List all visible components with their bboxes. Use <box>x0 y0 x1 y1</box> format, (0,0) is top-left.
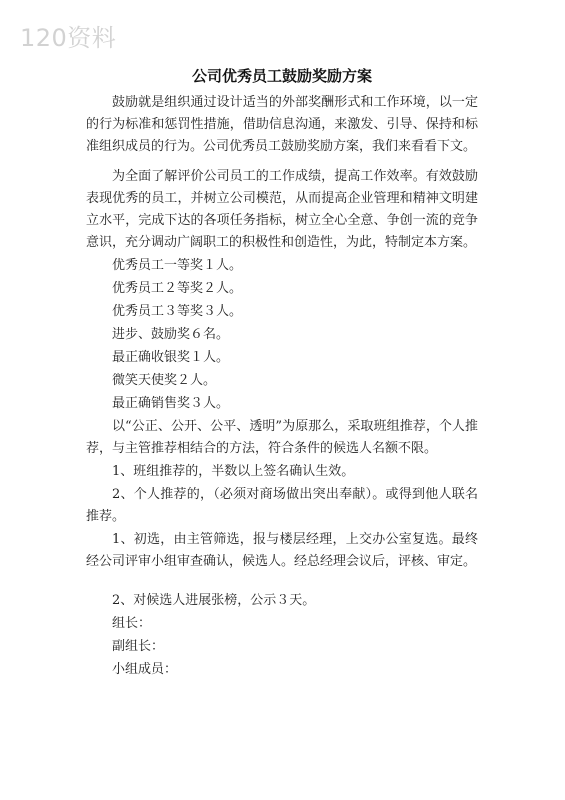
award-item: 优秀员工一等奖１人。 <box>112 258 243 273</box>
award-item: 最正确销售奖３人。 <box>112 396 230 411</box>
team-leader-label: 组长： <box>112 616 152 631</box>
award-item: 优秀员工２等奖２人。 <box>112 281 243 296</box>
award-item: 优秀员工３等奖３人。 <box>112 304 243 319</box>
team-members-label: 小组成员： <box>112 662 178 677</box>
paragraph-preliminary-selection: 1、初选，由主管筛选，报与楼层经理，上交办公室复选。最终经公司评审小组审查确认，候选人。经总经理会议后，评核、审定。 <box>86 532 478 569</box>
document-page <box>86 62 478 682</box>
paragraph-public-notice: 2、对候选人进展张榜，公示３天。 <box>112 593 316 608</box>
paragraph-team-recommendation: 1、班组推荐的，半数以上签名确认生效。 <box>112 464 355 479</box>
award-item: 进步、鼓励奖６名。 <box>112 327 230 342</box>
award-item: 微笑天使奖２人。 <box>112 373 217 388</box>
watermark: 120资料 <box>20 24 117 52</box>
paragraph-individual-recommendation: 2、个人推荐的，（必须对商场做出突出奉献）。或得到他人联名推荐。 <box>86 487 478 524</box>
paragraph-principle: 以“公正、公开、公平、透明”为原那么，采取班组推荐，个人推荐，与主管推荐相结合的方法，符合条件的候选人名额不限。 <box>86 419 478 456</box>
paragraph-intro: 鼓励就是组织通过设计适当的外部奖酬形式和工作环境，以一定的行为标准和惩罚性措施，借助信息沟通，来激发、引导、保持和标准组织成员的行为。公司优秀员工鼓励奖励方案，我们来看看下文。 <box>86 95 478 154</box>
page-title: 公司优秀员工鼓励奖励方案 <box>191 67 372 85</box>
deputy-leader-label: 副组长： <box>112 639 165 654</box>
award-item: 最正确收银奖１人。 <box>112 350 230 365</box>
paragraph-purpose: 为全面了解评价公司员工的工作成绩，提高工作效率。有效鼓励表现优秀的员工，并树立公司模范，从而提高企业管理和精神文明建立水平，完成下达的各项任务指标，树立全心全意、争创一流的竞争意识，充分调动广阔职工的积极性和创造性，为此，特制定本方案。 <box>86 169 478 250</box>
